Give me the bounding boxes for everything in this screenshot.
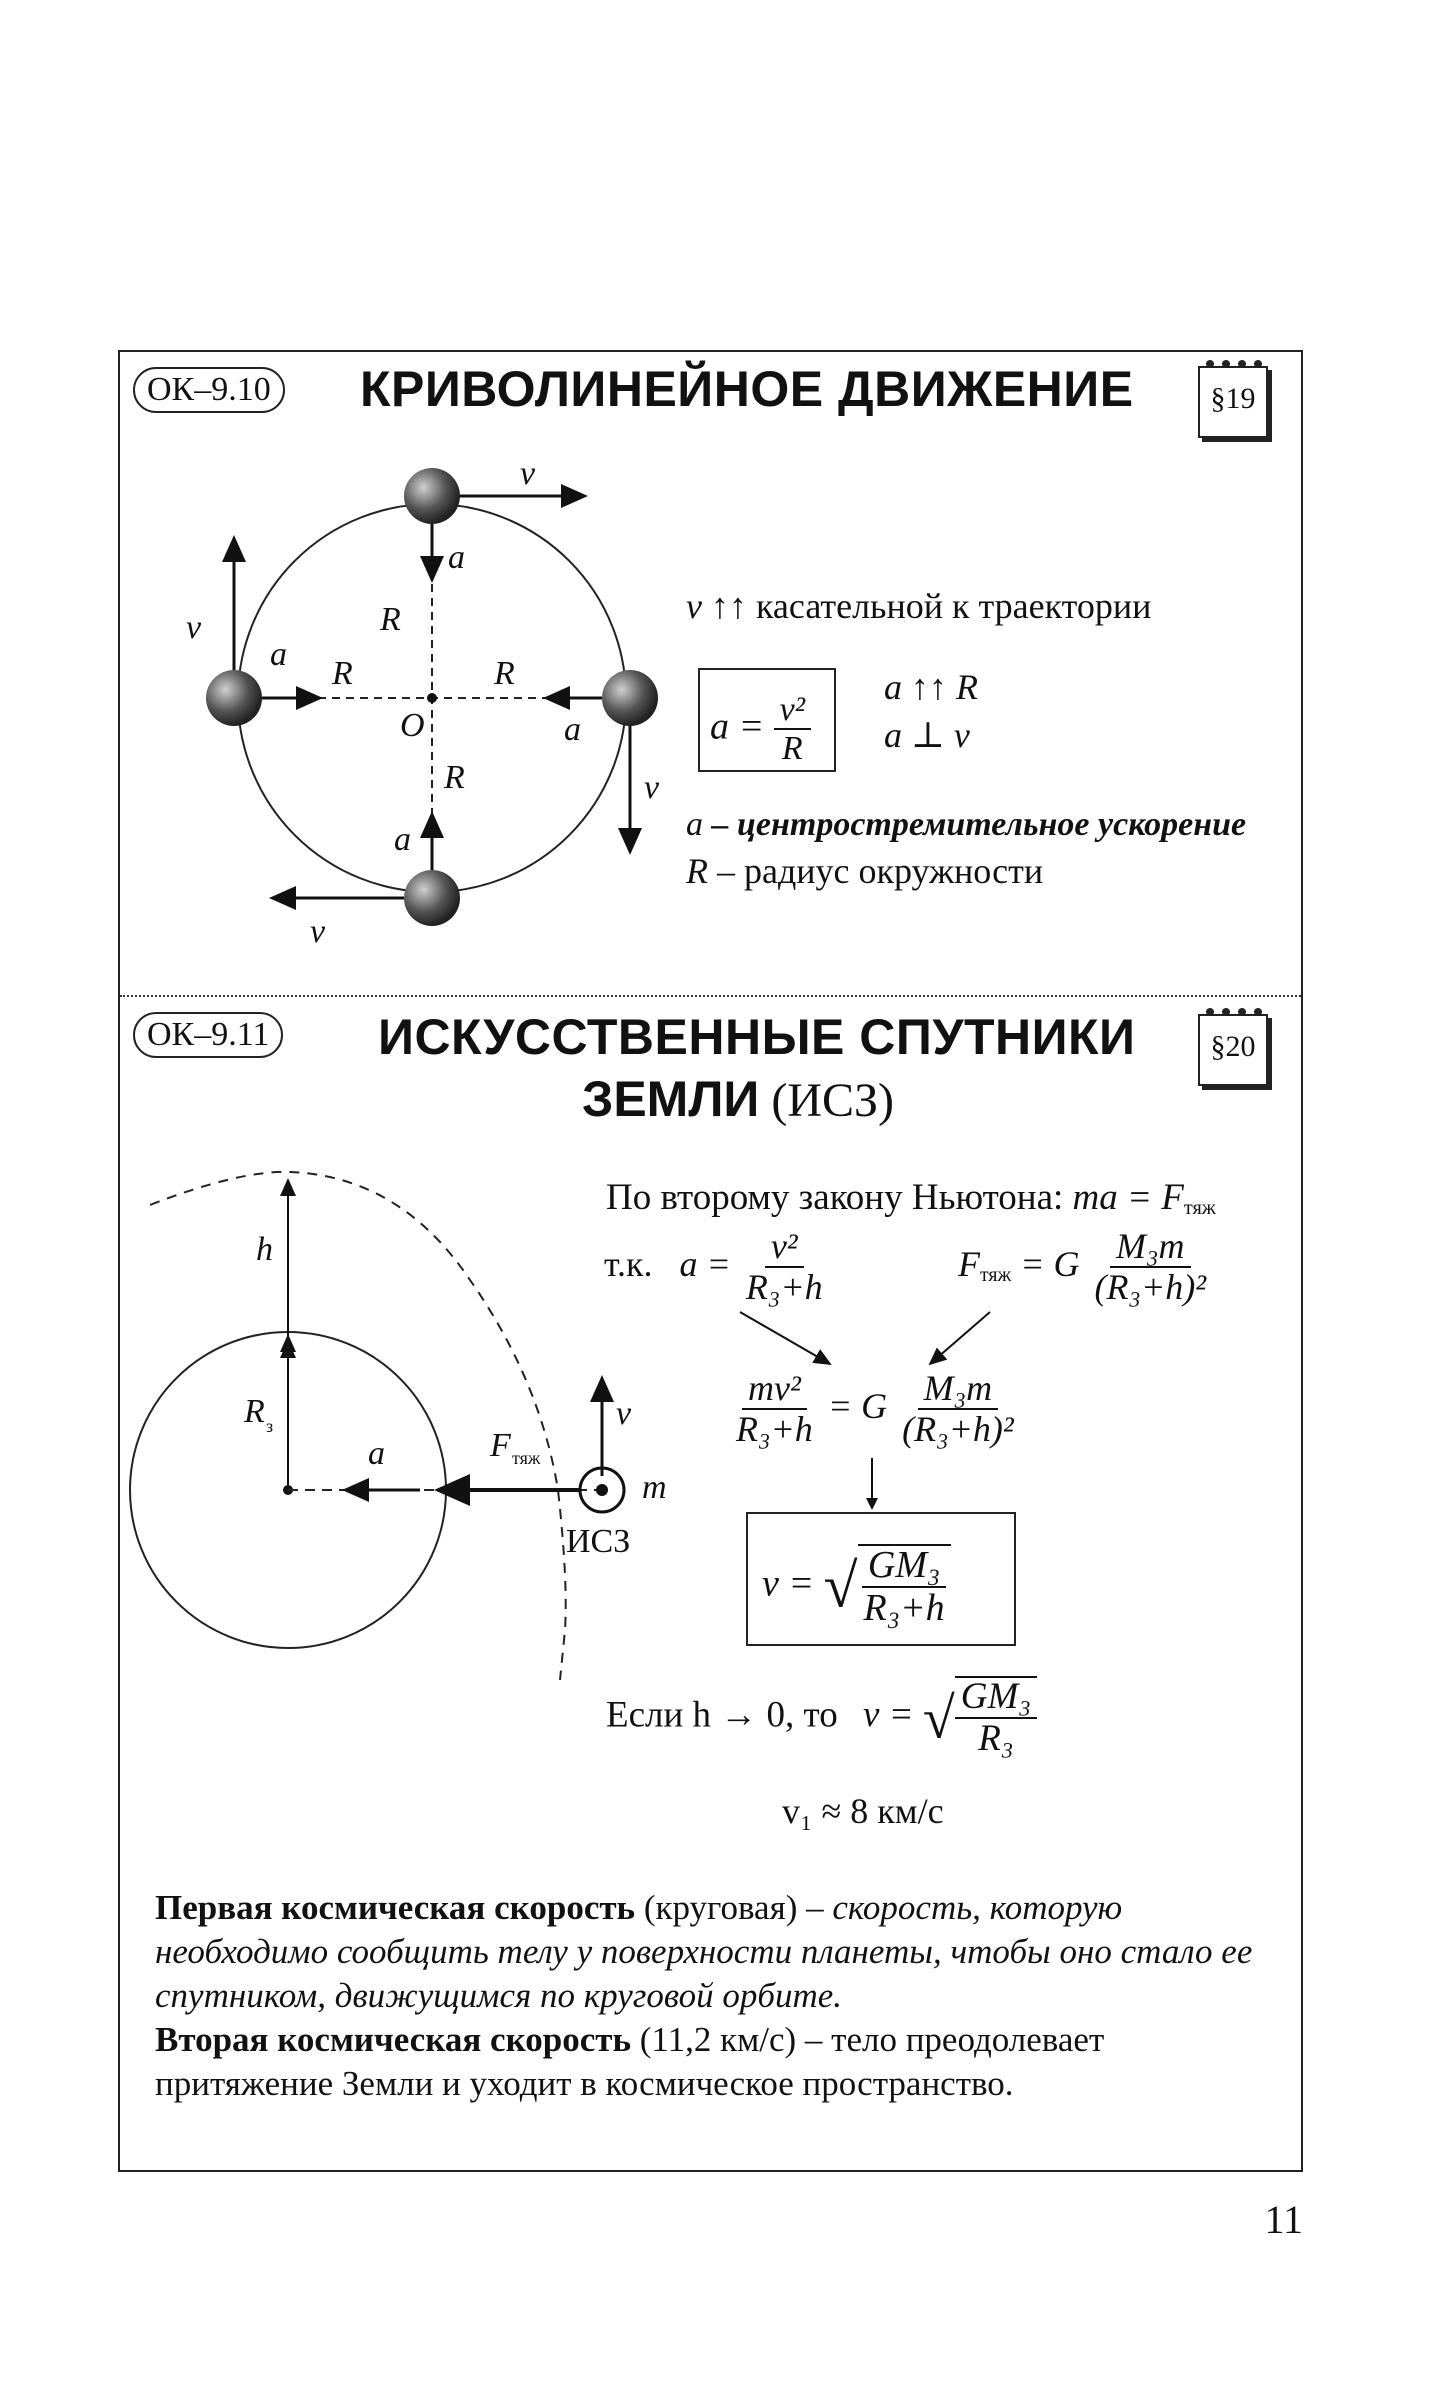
svg-text:h: h: [256, 1231, 273, 1268]
svg-text:R: R: [380, 601, 401, 638]
eq-gravity-force: $F_{тяж} = G$ $\frac{\text{M₃m}}{\text{(R₃+h)²}}$: [958, 1226, 1207, 1307]
relation-a-perp-v: a ⊥ v: [884, 715, 970, 755]
svg-text:a: a: [564, 711, 581, 748]
svg-text:a: a: [448, 539, 465, 576]
section2-title-line1: ИСКУССТВЕННЫЕ СПУТНИКИ: [378, 1009, 1136, 1065]
definition-R: R – радиус окружности: [686, 851, 1044, 891]
svg-text:R: R: [444, 759, 465, 796]
derivation-arrows: [730, 1308, 1030, 1368]
relation-a-parallel-R: a ↑↑ R: [884, 667, 978, 707]
centripetal-formula-box: a = $\frac{\text{v²}}{R}$: [698, 668, 836, 772]
body-right: [602, 670, 658, 726]
svg-text:v: v: [644, 769, 660, 806]
section1-paragraph: §19: [1210, 382, 1256, 415]
section2-code: ОК–9.11: [133, 1012, 283, 1058]
svg-text:v: v: [616, 1395, 632, 1432]
notepad-icon: [1198, 1006, 1274, 1090]
svg-text:R: R: [494, 655, 515, 692]
section2-paragraph: §20: [1210, 1030, 1256, 1063]
page-number: 11: [1264, 2197, 1303, 2242]
svg-text:тяж: тяж: [512, 1448, 541, 1468]
svg-text:O: O: [400, 707, 425, 744]
definition-a: a – центростремительное ускорение: [686, 806, 1247, 843]
newton-law-line: По второму закону Ньютона: ma = $F_{тяж}$: [606, 1177, 1216, 1220]
svg-text:ИСЗ: ИСЗ: [566, 1523, 631, 1560]
svg-text:R: R: [332, 655, 353, 692]
eq-combined: $\frac{\text{mv²}}{\text{R₃+h}}$ = G $\frac{\text{M₃m}}{\text{(R₃+h)²}}$: [736, 1368, 1014, 1449]
section1-title: КРИВОЛИНЕЙНОЕ ДВИЖЕНИЕ: [360, 361, 1134, 417]
eq-acceleration: т.к. a = $\frac{\text{v²}}{\text{R₃+h}}$: [604, 1226, 823, 1307]
center-point: [427, 693, 437, 703]
satellite-orbit-diagram: [120, 1160, 680, 1680]
first-cosmic-speed-value: v₁ ≈ 8 км/с: [782, 1791, 944, 1831]
svg-text:a: a: [394, 821, 411, 858]
svg-text:v: v: [310, 913, 326, 950]
svg-text:v: v: [186, 609, 202, 646]
svg-text:a: a: [368, 1435, 385, 1472]
svg-text:a: a: [270, 636, 287, 673]
orbit-path: [150, 1172, 566, 1680]
tangent-line: v ↑↑ касательной к траектории: [686, 586, 1152, 626]
svg-text:F: F: [490, 1427, 511, 1464]
limit-line: Если h → 0, то v = √ $\frac{\text{GM₃}}{\text{R₃}}$: [606, 1676, 1037, 1760]
body-left: [206, 670, 262, 726]
svg-text:m: m: [642, 1469, 667, 1506]
body-bottom: [404, 870, 460, 926]
section1-code: ОК–9.10: [133, 367, 285, 413]
svg-text:з: з: [266, 1416, 274, 1436]
notepad-icon: [1198, 358, 1274, 442]
body-top: [404, 468, 460, 524]
down-arrow: [862, 1458, 882, 1512]
section2-title-line2: ЗЕМЛИ (ИСЗ): [582, 1071, 895, 1127]
cosmic-speed-definitions: Первая космическая скорость (круговая) – скорость, которую необходимо сообщить телу у поверхности планеты, чтобы оно стало ее спутником, движущимся по круговой орбите. Вторая космическая скорость (11,2 км/с) – тело преодолевает притяжение Земли и уходит в космическое пространство.: [155, 1888, 1253, 2103]
svg-text:v: v: [520, 455, 536, 492]
circular-motion-diagram: [160, 440, 720, 960]
svg-text:R: R: [244, 1393, 265, 1430]
orbital-speed-box: v = √ $\frac{\text{GM₃}}{\text{R₃+h}}$: [746, 1512, 1016, 1646]
section-divider: [120, 995, 1301, 997]
